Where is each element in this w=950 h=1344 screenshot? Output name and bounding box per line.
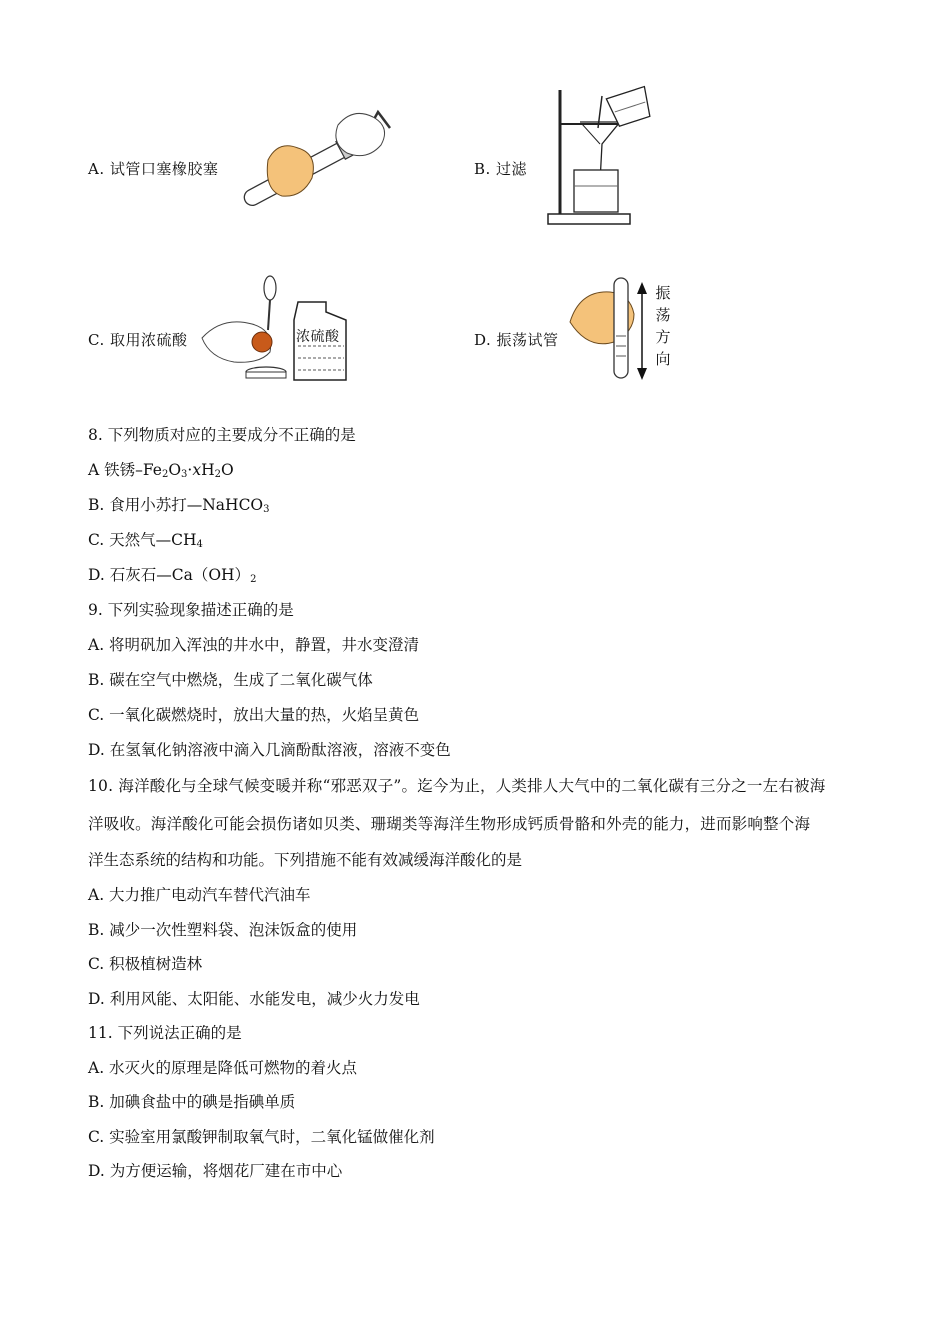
q7-option-d-label: D. 振荡试管 <box>474 331 559 349</box>
q9-stem: 9. 下列实验现象描述正确的是 <box>88 601 294 619</box>
filtration-apparatus-illustration <box>540 82 670 228</box>
q9-option-c: C. 一氧化碳燃烧时，放出大量的热，火焰呈黄色 <box>88 706 420 724</box>
q7-option-a-label: A. 试管口塞橡胶塞 <box>88 160 219 178</box>
q11-option-d: D. 为方便运输，将烟花厂建在市中心 <box>88 1162 343 1180</box>
q10-option-a: A. 大力推广电动汽车替代汽油车 <box>88 886 311 904</box>
q8-option-b <box>88 495 270 520</box>
q8-a-mid: O <box>168 461 182 479</box>
q8-d-sub: 2 <box>250 574 257 585</box>
q8-option-d <box>88 565 256 590</box>
q8-stem: 8. 下列物质对应的主要成分不正确的是 <box>88 426 356 444</box>
q8-a-o: O <box>221 461 234 479</box>
q8-option-a <box>88 460 234 485</box>
q9-option-d: D. 在氢氧化钠溶液中滴入几滴酚酞溶液，溶液不变色 <box>88 741 451 759</box>
q11-stem: 11. 下列说法正确的是 <box>88 1024 242 1042</box>
q10-option-d: D. 利用风能、太阳能、水能发电，减少火力发电 <box>88 990 420 1008</box>
q8-a-x: x <box>192 461 202 479</box>
q7-option-b-label: B. 过滤 <box>474 160 528 178</box>
q10-stem-line-3: 洋生态系统的结构和功能。下列措施不能有效减缓海洋酸化的是 <box>88 851 523 869</box>
acid-bottle-label: 浓硫酸 <box>296 329 340 345</box>
q11-option-a: A. 水灭火的原理是降低可燃物的着火点 <box>88 1059 358 1077</box>
q8-c-prefix: C. 天然气—CH <box>88 531 197 549</box>
q8-a-sub2: 3 <box>181 469 188 480</box>
shake-direction-char-1: 振 <box>655 284 671 302</box>
q8-c-sub: 4 <box>196 539 203 550</box>
q8-a-h: H <box>201 461 215 479</box>
q8-b-sub: 3 <box>263 504 270 515</box>
q10-option-c: C. 积极植树造林 <box>88 955 203 973</box>
q11-option-b: B. 加碘食盐中的碘是指碘单质 <box>88 1093 296 1111</box>
q10-option-b: B. 减少一次性塑料袋、泡沫饭盒的使用 <box>88 921 358 939</box>
q9-option-a: A. 将明矾加入浑浊的井水中，静置，井水变澄清 <box>88 636 420 654</box>
q10-stem-line-2: 洋吸收。海洋酸化可能会损伤诸如贝类、珊瑚类等海洋生物形成钙质骨骼和外壳的能力，进而影响整个海 <box>88 815 811 833</box>
q8-a-sub3: 2 <box>214 469 222 480</box>
q8-a-prefix: A 铁锈–Fe <box>88 461 162 479</box>
q8-a-dot: · <box>187 461 193 479</box>
q11-option-c: C. 实验室用氯酸钾制取氧气时，二氧化锰做催化剂 <box>88 1128 435 1146</box>
q8-b-prefix: B. 食用小苏打—NaHCO <box>88 496 264 514</box>
q7-option-c-label: C. 取用浓硫酸 <box>88 331 188 349</box>
q9-option-b: B. 碳在空气中燃烧，生成了二氧化碳气体 <box>88 671 373 689</box>
q8-d-prefix: D. 石灰石—Ca（OH） <box>88 566 251 584</box>
shake-direction-char-2: 荡 <box>655 306 671 324</box>
shake-direction-char-4: 向 <box>655 350 671 368</box>
stopper-tube-illustration <box>228 100 398 215</box>
shake-direction-char-3: 方 <box>655 328 671 346</box>
q8-option-c <box>88 530 203 555</box>
q10-stem-line-1: 10. 海洋酸化与全球气候变暖并称“邪恶双子”。迄今为止，人类排人大气中的二氧化碳有三分之一左右被海 <box>88 777 826 795</box>
q8-a-sub1: 2 <box>161 469 169 480</box>
